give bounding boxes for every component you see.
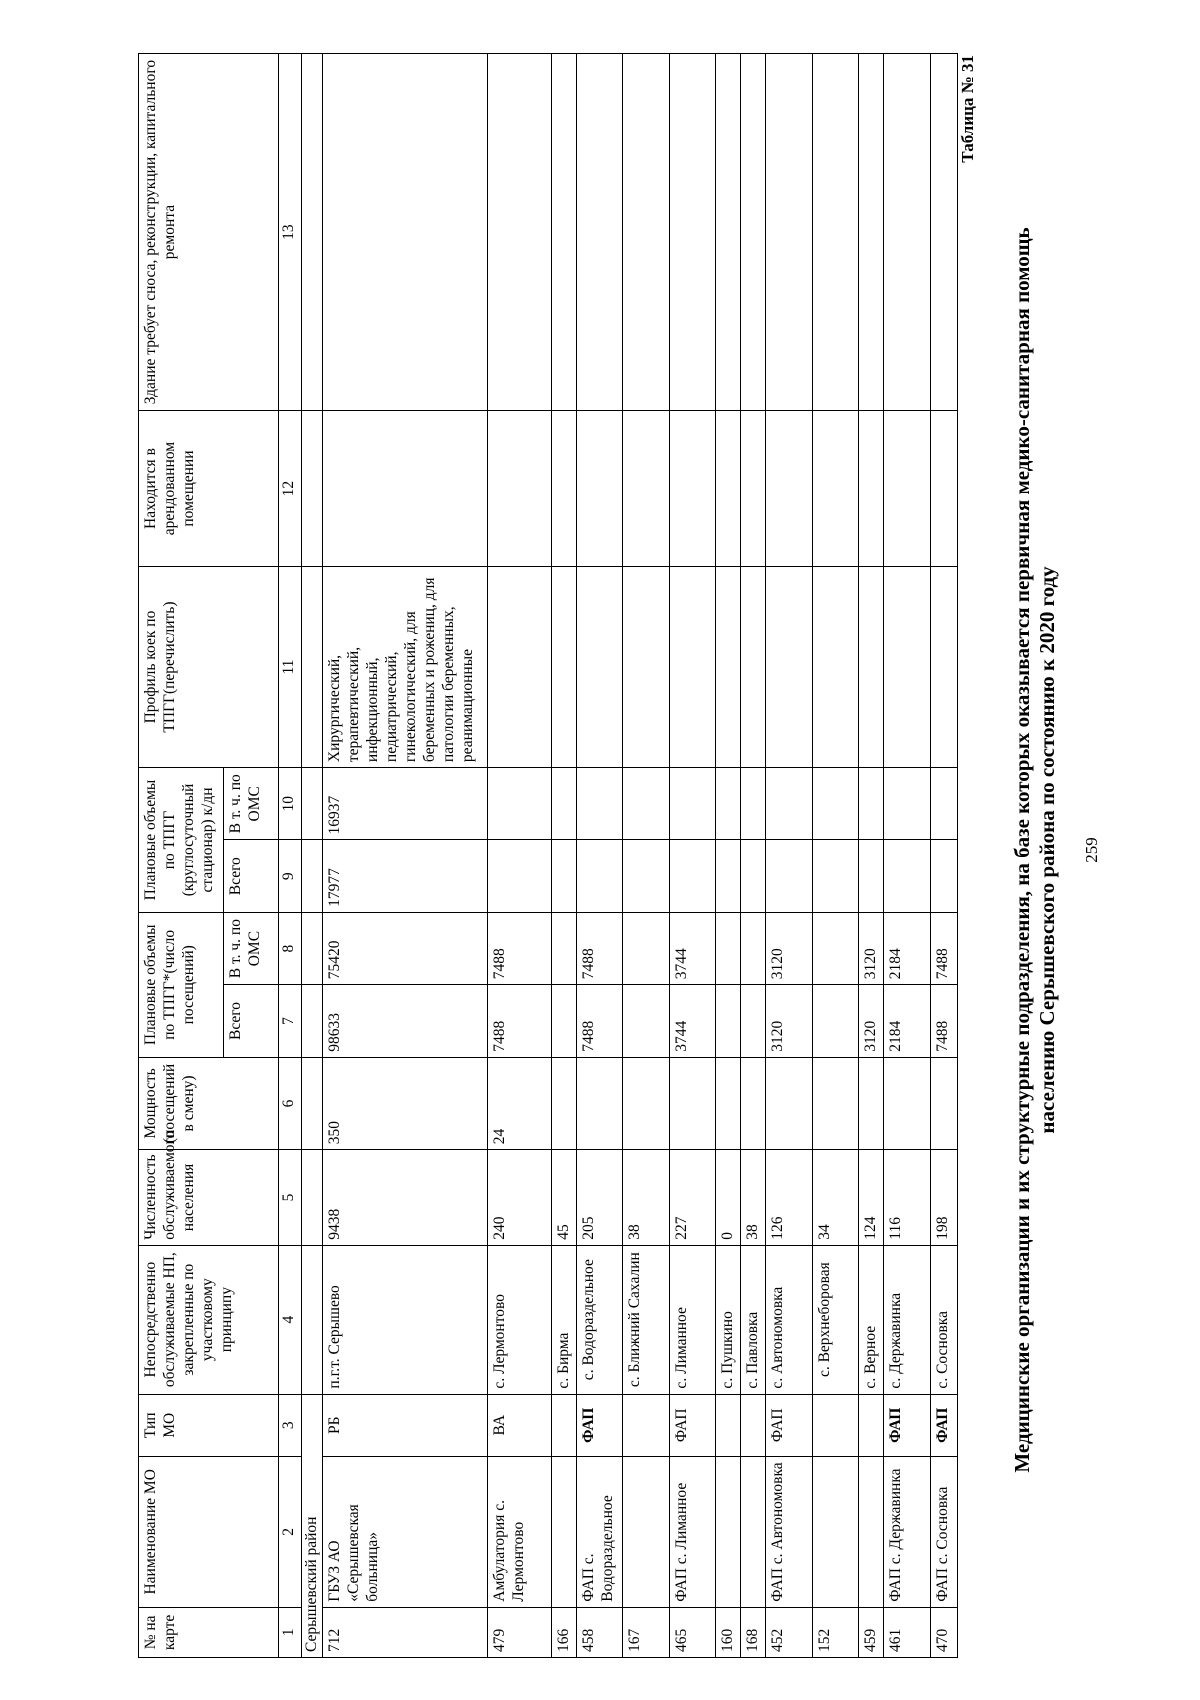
settlement-cell: с. Бирма bbox=[551, 1245, 576, 1394]
hospital-oms-cell bbox=[715, 768, 740, 840]
bed-profile-cell bbox=[930, 566, 958, 767]
settlement-cell: с. Лиманное bbox=[669, 1245, 715, 1394]
mo-name-cell: ГБУЗ АО «Серышевская больница» bbox=[323, 1456, 488, 1607]
visits-oms-cell: 2184 bbox=[884, 912, 930, 984]
visits-oms-cell: 3120 bbox=[766, 912, 812, 984]
hospital-oms-cell bbox=[488, 768, 551, 840]
hospital-total-cell bbox=[669, 840, 715, 912]
header-hospital-total: Всего bbox=[224, 840, 279, 912]
hospital-total-cell bbox=[623, 840, 669, 912]
empty-cell bbox=[302, 912, 323, 984]
needs-repair-cell bbox=[930, 54, 958, 411]
column-number: 10 bbox=[279, 768, 302, 840]
table-row bbox=[551, 54, 576, 1658]
hospital-oms-cell bbox=[576, 768, 622, 840]
needs-repair-cell bbox=[488, 54, 551, 411]
visits-total-cell: 3120 bbox=[858, 985, 883, 1057]
mo-name-cell bbox=[551, 1456, 576, 1607]
visits-oms-cell: 7488 bbox=[930, 912, 958, 984]
mo-type-cell: ФАП bbox=[766, 1394, 812, 1456]
mo-type-cell bbox=[741, 1394, 766, 1456]
bed-profile-cell bbox=[812, 566, 858, 767]
rented-cell bbox=[488, 411, 551, 567]
header-bed-profile: Профиль коек по ТПГГ(перечислить) bbox=[139, 566, 279, 767]
rented-cell bbox=[669, 411, 715, 567]
map-number-cell: 712 bbox=[323, 1607, 488, 1657]
needs-repair-cell bbox=[741, 54, 766, 411]
capacity-cell bbox=[669, 1057, 715, 1150]
hospital-oms-cell bbox=[858, 768, 883, 840]
empty-cell bbox=[302, 840, 323, 912]
column-number: 7 bbox=[279, 985, 302, 1057]
hospital-total-cell bbox=[576, 840, 622, 912]
capacity-cell bbox=[766, 1057, 812, 1150]
header-hospital-volume: Плановые объемы по ТПГГ (круглосуточный стационар) к/дн bbox=[139, 768, 224, 913]
bed-profile-cell bbox=[488, 566, 551, 767]
visits-total-cell: 7488 bbox=[576, 985, 622, 1057]
region-name: Серышевский район bbox=[302, 1394, 323, 1657]
column-number: 2 bbox=[279, 1456, 302, 1607]
facilities-table bbox=[138, 53, 958, 1658]
population-cell: 0 bbox=[715, 1150, 740, 1246]
header-settlements: Непосредственно обслуживаемые НП, закрепленные по участковому принципу bbox=[139, 1245, 279, 1394]
hospital-oms-cell: 16937 bbox=[323, 768, 488, 840]
population-cell: 116 bbox=[884, 1150, 930, 1246]
settlement-cell: с. Павловка bbox=[741, 1245, 766, 1394]
visits-oms-cell: 75420 bbox=[323, 912, 488, 984]
settlement-cell: с. Верхнеборовая bbox=[812, 1245, 858, 1394]
population-cell: 198 bbox=[930, 1150, 958, 1246]
table-row bbox=[884, 54, 930, 1658]
capacity-cell bbox=[551, 1057, 576, 1150]
page-title bbox=[1010, 80, 1060, 1620]
capacity-cell bbox=[623, 1057, 669, 1150]
settlement-cell: с. Ближний Сахалин bbox=[623, 1245, 669, 1394]
hospital-total-cell bbox=[930, 840, 958, 912]
rented-cell bbox=[766, 411, 812, 567]
hospital-total-cell bbox=[715, 840, 740, 912]
table-row bbox=[669, 54, 715, 1658]
empty-cell bbox=[302, 411, 323, 567]
settlement-cell: с. Водораздельное bbox=[576, 1245, 622, 1394]
header-row-1 bbox=[139, 54, 224, 1658]
column-number-row bbox=[279, 54, 302, 1658]
needs-repair-cell bbox=[669, 54, 715, 411]
empty-cell bbox=[302, 1057, 323, 1150]
needs-repair-cell bbox=[323, 54, 488, 411]
rented-cell bbox=[623, 411, 669, 567]
bed-profile-cell bbox=[669, 566, 715, 767]
mo-name-cell: Амбулатория с. Лермонтово bbox=[488, 1456, 551, 1607]
header-hospital-oms: В т. ч. по ОМС bbox=[224, 768, 279, 840]
map-number-cell: 168 bbox=[741, 1607, 766, 1657]
hospital-oms-cell bbox=[884, 768, 930, 840]
column-number: 11 bbox=[279, 566, 302, 767]
mo-name-cell bbox=[715, 1456, 740, 1607]
bed-profile-cell: Хирургический, терапевтический, инфекционный, педиатрический, гинекологический, для беременных и рожениц, для патологии беременных, реанимационные bbox=[323, 566, 488, 767]
visits-total-cell: 7488 bbox=[488, 985, 551, 1057]
hospital-total-cell bbox=[741, 840, 766, 912]
map-number-cell: 465 bbox=[669, 1607, 715, 1657]
map-number-cell: 458 bbox=[576, 1607, 622, 1657]
rented-cell bbox=[323, 411, 488, 567]
table-row bbox=[488, 54, 551, 1658]
mo-type-cell: ФАП bbox=[576, 1394, 622, 1456]
map-number-cell: 166 bbox=[551, 1607, 576, 1657]
header-visits-total: Всего bbox=[224, 985, 279, 1057]
capacity-cell bbox=[812, 1057, 858, 1150]
mo-name-cell bbox=[858, 1456, 883, 1607]
visits-oms-cell bbox=[715, 912, 740, 984]
visits-oms-cell bbox=[623, 912, 669, 984]
needs-repair-cell bbox=[715, 54, 740, 411]
rented-cell bbox=[812, 411, 858, 567]
mo-name-cell: ФАП с. Водораздельное bbox=[576, 1456, 622, 1607]
needs-repair-cell bbox=[576, 54, 622, 411]
visits-total-cell bbox=[715, 985, 740, 1057]
needs-repair-cell bbox=[766, 54, 812, 411]
table-row bbox=[812, 54, 858, 1658]
hospital-total-cell bbox=[766, 840, 812, 912]
hospital-oms-cell bbox=[812, 768, 858, 840]
header-needs-repair: Здание требует сноса, реконструкции, капитального ремонта bbox=[139, 54, 279, 411]
table-row bbox=[623, 54, 669, 1658]
visits-oms-cell: 3120 bbox=[858, 912, 883, 984]
population-cell: 34 bbox=[812, 1150, 858, 1246]
hospital-oms-cell bbox=[669, 768, 715, 840]
title-line-1: Медицинские организации и их структурные подразделения, на базе которых оказывается первичная медико-санитарная помощь bbox=[1010, 227, 1034, 1473]
needs-repair-cell bbox=[884, 54, 930, 411]
rented-cell bbox=[858, 411, 883, 567]
column-number: 3 bbox=[279, 1394, 302, 1456]
map-number-cell: 470 bbox=[930, 1607, 958, 1657]
map-number-cell: 452 bbox=[766, 1607, 812, 1657]
hospital-oms-cell bbox=[623, 768, 669, 840]
table-row bbox=[323, 54, 488, 1658]
mo-type-cell bbox=[715, 1394, 740, 1456]
bed-profile-cell bbox=[766, 566, 812, 767]
population-cell: 240 bbox=[488, 1150, 551, 1246]
header-mo-name: Наименование МО bbox=[139, 1456, 279, 1607]
population-cell: 38 bbox=[623, 1150, 669, 1246]
visits-oms-cell bbox=[551, 912, 576, 984]
table-row bbox=[858, 54, 883, 1658]
population-cell: 126 bbox=[766, 1150, 812, 1246]
empty-cell bbox=[302, 566, 323, 767]
rented-cell bbox=[884, 411, 930, 567]
population-cell: 205 bbox=[576, 1150, 622, 1246]
empty-cell bbox=[302, 1245, 323, 1394]
visits-total-cell: 3744 bbox=[669, 985, 715, 1057]
hospital-oms-cell bbox=[766, 768, 812, 840]
visits-total-cell: 2184 bbox=[884, 985, 930, 1057]
hospital-total-cell bbox=[488, 840, 551, 912]
empty-cell bbox=[302, 768, 323, 840]
capacity-cell: 350 bbox=[323, 1057, 488, 1150]
map-number-cell: 152 bbox=[812, 1607, 858, 1657]
rented-cell bbox=[930, 411, 958, 567]
title-line-2: населению Серышевского района по состоянию к 2020 году bbox=[1035, 566, 1059, 1134]
capacity-cell: 24 bbox=[488, 1057, 551, 1150]
column-number: 8 bbox=[279, 912, 302, 984]
mo-type-cell bbox=[858, 1394, 883, 1456]
column-number: 6 bbox=[279, 1057, 302, 1150]
hospital-oms-cell bbox=[551, 768, 576, 840]
column-number: 5 bbox=[279, 1150, 302, 1246]
visits-total-cell bbox=[623, 985, 669, 1057]
mo-name-cell bbox=[812, 1456, 858, 1607]
empty-cell bbox=[302, 1150, 323, 1246]
needs-repair-cell bbox=[858, 54, 883, 411]
map-number-cell: 167 bbox=[623, 1607, 669, 1657]
capacity-cell bbox=[930, 1057, 958, 1150]
capacity-cell bbox=[741, 1057, 766, 1150]
column-number: 12 bbox=[279, 411, 302, 567]
capacity-cell bbox=[715, 1057, 740, 1150]
table-row bbox=[741, 54, 766, 1658]
mo-type-cell: ВА bbox=[488, 1394, 551, 1456]
mo-name-cell: ФАП с. Автономовка bbox=[766, 1456, 812, 1607]
bed-profile-cell bbox=[576, 566, 622, 767]
visits-total-cell bbox=[551, 985, 576, 1057]
table-row bbox=[766, 54, 812, 1658]
needs-repair-cell bbox=[812, 54, 858, 411]
needs-repair-cell bbox=[551, 54, 576, 411]
table-label: Таблица № 31 bbox=[958, 55, 977, 163]
population-cell: 227 bbox=[669, 1150, 715, 1246]
population-cell: 124 bbox=[858, 1150, 883, 1246]
settlement-cell: п.г.т. Серышево bbox=[323, 1245, 488, 1394]
bed-profile-cell bbox=[715, 566, 740, 767]
hospital-total-cell: 17977 bbox=[323, 840, 488, 912]
bed-profile-cell bbox=[551, 566, 576, 767]
mo-name-cell bbox=[741, 1456, 766, 1607]
region-row bbox=[302, 54, 323, 1658]
map-number-cell: 459 bbox=[858, 1607, 883, 1657]
mo-name-cell: ФАП с. Державинка bbox=[884, 1456, 930, 1607]
header-rented: Находится в арендованном помещении bbox=[139, 411, 279, 567]
mo-type-cell bbox=[623, 1394, 669, 1456]
mo-type-cell bbox=[551, 1394, 576, 1456]
settlement-cell: с. Державинка bbox=[884, 1245, 930, 1394]
hospital-total-cell bbox=[551, 840, 576, 912]
visits-total-cell: 7488 bbox=[930, 985, 958, 1057]
empty-cell bbox=[302, 985, 323, 1057]
table-row bbox=[930, 54, 958, 1658]
population-cell: 38 bbox=[741, 1150, 766, 1246]
visits-total-cell: 3120 bbox=[766, 985, 812, 1057]
hospital-oms-cell bbox=[930, 768, 958, 840]
rented-cell bbox=[741, 411, 766, 567]
bed-profile-cell bbox=[858, 566, 883, 767]
needs-repair-cell bbox=[623, 54, 669, 411]
mo-type-cell bbox=[812, 1394, 858, 1456]
header-visits-volume: Плановые объемы по ТПГГ*(число посещений) bbox=[139, 912, 224, 1057]
empty-cell bbox=[302, 54, 323, 411]
header-population: Численность обслуживаемого населения bbox=[139, 1150, 279, 1246]
mo-name-cell bbox=[623, 1456, 669, 1607]
population-cell: 9438 bbox=[323, 1150, 488, 1246]
page-number: 259 bbox=[1082, 837, 1101, 863]
visits-oms-cell bbox=[741, 912, 766, 984]
capacity-cell bbox=[858, 1057, 883, 1150]
capacity-cell bbox=[884, 1057, 930, 1150]
mo-name-cell: ФАП с. Лиманное bbox=[669, 1456, 715, 1607]
hospital-total-cell bbox=[812, 840, 858, 912]
table-row bbox=[576, 54, 622, 1658]
settlement-cell: с. Сосновка bbox=[930, 1245, 958, 1394]
settlement-cell: с. Автономовка bbox=[766, 1245, 812, 1394]
bed-profile-cell bbox=[623, 566, 669, 767]
visits-total-cell bbox=[812, 985, 858, 1057]
map-number-cell: 461 bbox=[884, 1607, 930, 1657]
mo-type-cell: РБ bbox=[323, 1394, 488, 1456]
visits-oms-cell bbox=[812, 912, 858, 984]
header-capacity: Мощность (посещений в смену) bbox=[139, 1057, 279, 1150]
settlement-cell: с. Лермонтово bbox=[488, 1245, 551, 1394]
header-mo-type: Тип МО bbox=[139, 1394, 279, 1456]
header-map-number: № на карте bbox=[139, 1607, 279, 1657]
rented-cell bbox=[576, 411, 622, 567]
mo-name-cell: ФАП с. Сосновка bbox=[930, 1456, 958, 1607]
bed-profile-cell bbox=[884, 566, 930, 767]
capacity-cell bbox=[576, 1057, 622, 1150]
map-number-cell: 479 bbox=[488, 1607, 551, 1657]
header-visits-oms: В т. ч. по ОМС bbox=[224, 912, 279, 984]
visits-total-cell bbox=[741, 985, 766, 1057]
rented-cell bbox=[551, 411, 576, 567]
mo-type-cell: ФАП bbox=[669, 1394, 715, 1456]
column-number: 4 bbox=[279, 1245, 302, 1394]
population-cell: 45 bbox=[551, 1150, 576, 1246]
column-number: 13 bbox=[279, 54, 302, 411]
column-number: 9 bbox=[279, 840, 302, 912]
settlement-cell: с. Пушкино bbox=[715, 1245, 740, 1394]
column-number: 1 bbox=[279, 1607, 302, 1657]
map-number-cell: 160 bbox=[715, 1607, 740, 1657]
settlement-cell: с. Верное bbox=[858, 1245, 883, 1394]
table-row bbox=[715, 54, 740, 1658]
mo-type-cell: ФАП bbox=[930, 1394, 958, 1456]
hospital-total-cell bbox=[858, 840, 883, 912]
mo-type-cell: ФАП bbox=[884, 1394, 930, 1456]
visits-oms-cell: 7488 bbox=[488, 912, 551, 984]
hospital-total-cell bbox=[884, 840, 930, 912]
visits-oms-cell: 3744 bbox=[669, 912, 715, 984]
hospital-oms-cell bbox=[741, 768, 766, 840]
bed-profile-cell bbox=[741, 566, 766, 767]
visits-total-cell: 98633 bbox=[323, 985, 488, 1057]
visits-oms-cell: 7488 bbox=[576, 912, 622, 984]
rented-cell bbox=[715, 411, 740, 567]
